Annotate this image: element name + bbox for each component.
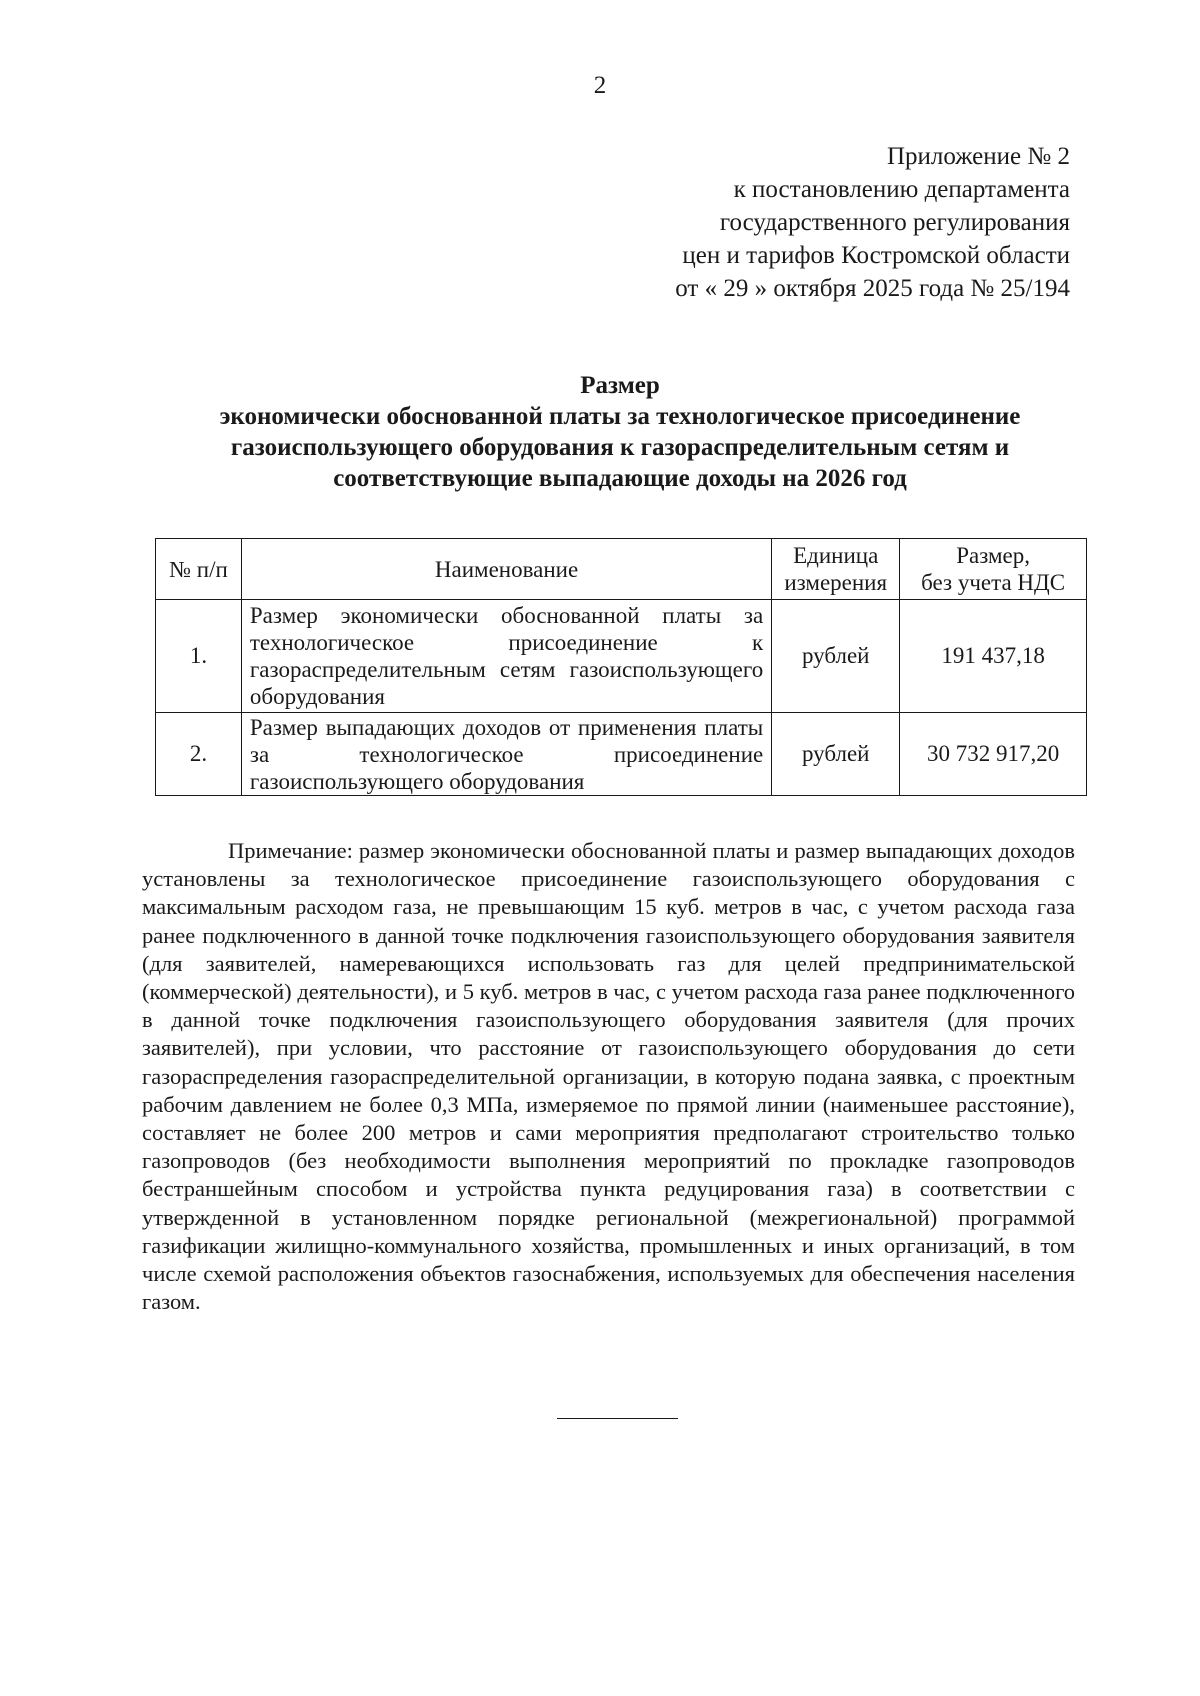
appendix-block bbox=[675, 140, 1070, 305]
row-unit: рублей bbox=[772, 600, 900, 713]
table-row bbox=[156, 600, 1087, 713]
row-size: 191 437,18 bbox=[900, 600, 1087, 713]
title-line: экономически обоснованной платы за технологическое присоединение bbox=[219, 403, 1021, 430]
header-size-line2: без учета НДС bbox=[921, 570, 1066, 595]
row-num: 2. bbox=[156, 713, 242, 796]
row-name: Размер выпадающих доходов от применения платы за технологическое присоединение газоиспользующего оборудования bbox=[241, 713, 771, 796]
document-title bbox=[140, 370, 1100, 494]
table-row bbox=[156, 713, 1087, 796]
header-unit bbox=[772, 539, 900, 600]
title-line: соответствующие выпадающие доходы на 2026 год bbox=[333, 465, 907, 492]
header-name: Наименование bbox=[241, 539, 771, 600]
appendix-line: цен и тарифов Костромской области bbox=[682, 242, 1070, 269]
header-size bbox=[900, 539, 1087, 600]
header-size-line1: Размер, bbox=[956, 543, 1030, 568]
appendix-line: к постановлению департамента bbox=[733, 176, 1070, 203]
row-unit: рублей bbox=[772, 713, 900, 796]
note-paragraph: Примечание: размер экономически обоснованной платы и размер выпадающих доходов установлены за технологическое присоединение газоиспользующего оборудования с максимальным расходом газа, не превышающим 15 куб. метров в час, с учетом расхода газа ранее подключенного в данной точке подключения газоиспользующего оборудования заявителя (для заявителей, намеревающихся использовать газ для целей предпринимательской (коммерческой) деятельности), и 5 куб. метров в час, с учетом расхода газа ранее подключенного в данной точке подключения газоиспользующего оборудования заявителя (для прочих заявителей), при условии, что расстояние от газоиспользующего оборудования до сети газораспределения газораспределительной организации, в которую подана заявка, с проектным рабочим давлением не более 0,3 МПа, измеряемое по прямой линии (наименьшее расстояние), составляет не более 200 метров и сами мероприятия предполагают строительство только газопроводов (без необходимости выполнения мероприятий по прокладке газопроводов бестраншейным способом и устройства пункта редуцирования газа) в соответствии с утвержденной в установленном порядке региональной (межрегиональной) программой газификации жилищно-коммунального хозяйства, промышленных и иных организаций, в том числе схемой расположения объектов газоснабжения, используемых для обеспечения населения газом. bbox=[142, 838, 1075, 1315]
appendix-line: от « 29 » октября 2025 года № 25/194 bbox=[675, 275, 1070, 302]
table-header-row bbox=[156, 539, 1087, 600]
header-num: № п/п bbox=[156, 539, 242, 600]
fees-table bbox=[155, 538, 1087, 796]
title-line: газоиспользующего оборудования к газораспределительным сетям и bbox=[230, 434, 1010, 461]
row-size: 30 732 917,20 bbox=[900, 713, 1087, 796]
header-unit-line2: измерения bbox=[784, 570, 888, 595]
end-divider bbox=[557, 1418, 678, 1419]
appendix-line: Приложение № 2 bbox=[886, 143, 1070, 170]
header-unit-line1: Единица bbox=[793, 543, 879, 568]
appendix-line: государственного регулирования bbox=[719, 209, 1070, 236]
row-name: Размер экономически обоснованной платы за технологическое присоединение к газораспределительным сетям газоиспользующего оборудования bbox=[241, 600, 771, 713]
page-number: 2 bbox=[593, 72, 607, 99]
title-line: Размер bbox=[580, 372, 660, 399]
row-num: 1. bbox=[156, 600, 242, 713]
